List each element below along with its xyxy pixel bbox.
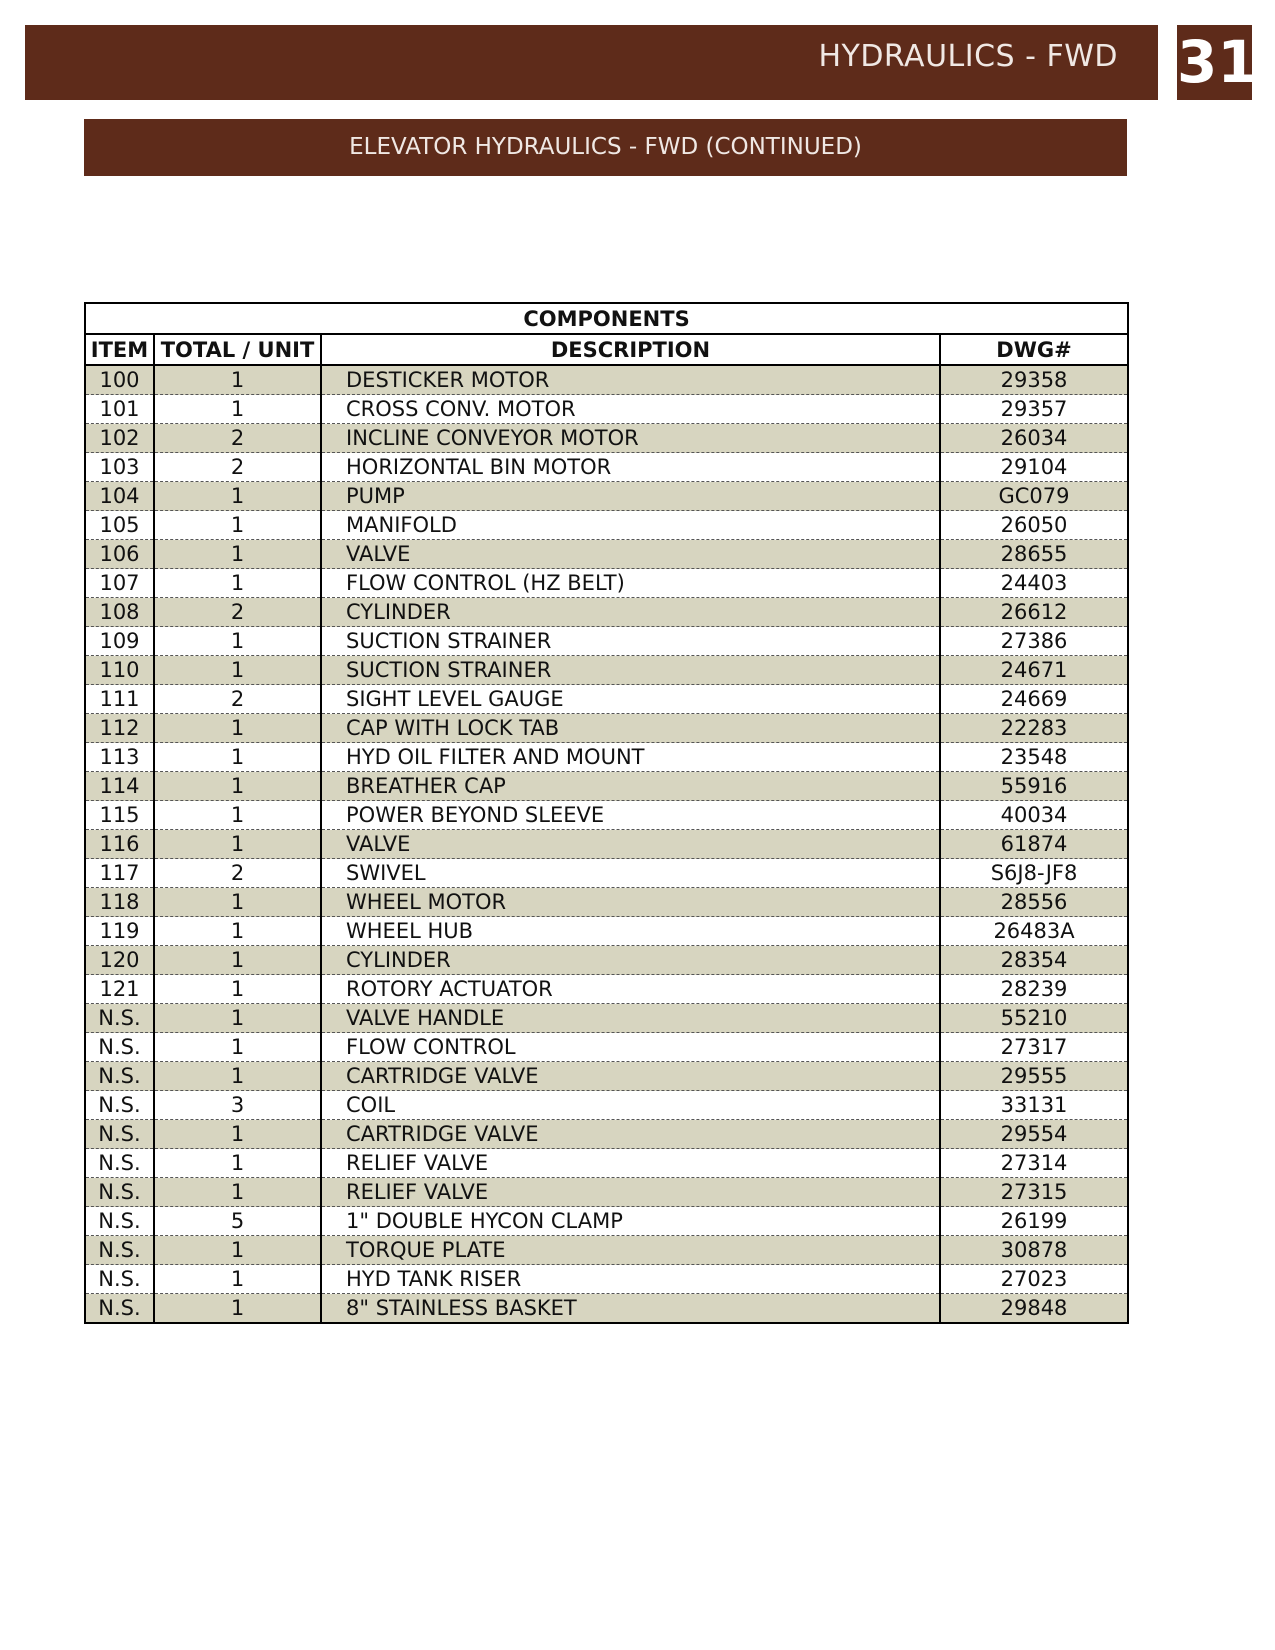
table-row (85, 482, 1128, 511)
cell-item: 110 (85, 656, 154, 685)
cell-description: CARTRIDGE VALVE (321, 1120, 940, 1149)
cell-description: HORIZONTAL BIN MOTOR (321, 453, 940, 482)
cell-total-unit: 2 (154, 453, 321, 482)
cell-dwg: 28354 (940, 946, 1128, 975)
cell-item: 102 (85, 424, 154, 453)
cell-item: N.S. (85, 1265, 154, 1294)
table-row (85, 1004, 1128, 1033)
cell-item: N.S. (85, 1120, 154, 1149)
cell-dwg: 27315 (940, 1178, 1128, 1207)
cell-dwg: S6J8-JF8 (940, 859, 1128, 888)
cell-total-unit: 2 (154, 685, 321, 714)
cell-description: CYLINDER (321, 946, 940, 975)
cell-dwg: 26034 (940, 424, 1128, 453)
cell-total-unit: 1 (154, 569, 321, 598)
cell-total-unit: 2 (154, 859, 321, 888)
section-title: ELEVATOR HYDRAULICS - FWD (CONTINUED) (349, 134, 862, 160)
table-caption: COMPONENTS (85, 303, 1128, 334)
cell-description: VALVE HANDLE (321, 1004, 940, 1033)
cell-description: SWIVEL (321, 859, 940, 888)
cell-item: N.S. (85, 1178, 154, 1207)
cell-dwg: 61874 (940, 830, 1128, 859)
cell-description: COIL (321, 1091, 940, 1120)
table-row (85, 365, 1128, 395)
cell-total-unit: 1 (154, 482, 321, 511)
cell-dwg: 29554 (940, 1120, 1128, 1149)
cell-total-unit: 1 (154, 627, 321, 656)
cell-item: N.S. (85, 1091, 154, 1120)
cell-description: ROTORY ACTUATOR (321, 975, 940, 1004)
cell-dwg: 24669 (940, 685, 1128, 714)
table-row (85, 569, 1128, 598)
table-row (85, 946, 1128, 975)
table-row (85, 1033, 1128, 1062)
cell-description: FLOW CONTROL (321, 1033, 940, 1062)
section-bar (84, 119, 1127, 176)
cell-dwg: 29358 (940, 365, 1128, 395)
column-header-description: DESCRIPTION (321, 334, 940, 365)
cell-total-unit: 1 (154, 1149, 321, 1178)
cell-total-unit: 2 (154, 424, 321, 453)
table-row (85, 859, 1128, 888)
cell-item: 108 (85, 598, 154, 627)
table-row (85, 395, 1128, 424)
cell-total-unit: 1 (154, 511, 321, 540)
cell-description: TORQUE PLATE (321, 1236, 940, 1265)
cell-item: N.S. (85, 1004, 154, 1033)
cell-description: DESTICKER MOTOR (321, 365, 940, 395)
cell-dwg: 26612 (940, 598, 1128, 627)
cell-dwg: 29555 (940, 1062, 1128, 1091)
table-row (85, 685, 1128, 714)
cell-description: SUCTION STRAINER (321, 627, 940, 656)
cell-dwg: 55210 (940, 1004, 1128, 1033)
cell-total-unit: 3 (154, 1091, 321, 1120)
cell-dwg: 26483A (940, 917, 1128, 946)
cell-dwg: 26050 (940, 511, 1128, 540)
cell-description: SIGHT LEVEL GAUGE (321, 685, 940, 714)
cell-total-unit: 1 (154, 1265, 321, 1294)
cell-total-unit: 1 (154, 540, 321, 569)
cell-total-unit: 1 (154, 888, 321, 917)
table-row (85, 772, 1128, 801)
cell-item: 116 (85, 830, 154, 859)
cell-description: SUCTION STRAINER (321, 656, 940, 685)
table-row (85, 1294, 1128, 1324)
cell-total-unit: 1 (154, 1004, 321, 1033)
cell-description: VALVE (321, 830, 940, 859)
cell-item: 117 (85, 859, 154, 888)
cell-item: 106 (85, 540, 154, 569)
cell-item: N.S. (85, 1033, 154, 1062)
cell-item: 105 (85, 511, 154, 540)
cell-description: HYD OIL FILTER AND MOUNT (321, 743, 940, 772)
cell-item: 100 (85, 365, 154, 395)
column-header-total-unit: TOTAL / UNIT (154, 334, 321, 365)
cell-dwg: GC079 (940, 482, 1128, 511)
cell-dwg: 26199 (940, 1207, 1128, 1236)
cell-item: N.S. (85, 1149, 154, 1178)
cell-item: N.S. (85, 1062, 154, 1091)
cell-description: INCLINE CONVEYOR MOTOR (321, 424, 940, 453)
cell-dwg: 40034 (940, 801, 1128, 830)
column-header-item: ITEM (85, 334, 154, 365)
table-row (85, 511, 1128, 540)
table-row (85, 656, 1128, 685)
cell-total-unit: 1 (154, 801, 321, 830)
table-row (85, 830, 1128, 859)
cell-item: 109 (85, 627, 154, 656)
cell-total-unit: 1 (154, 917, 321, 946)
cell-description: RELIEF VALVE (321, 1149, 940, 1178)
cell-total-unit: 1 (154, 1120, 321, 1149)
table-header-row (85, 334, 1128, 365)
cell-dwg: 27314 (940, 1149, 1128, 1178)
cell-total-unit: 1 (154, 946, 321, 975)
table-row (85, 975, 1128, 1004)
cell-dwg: 27317 (940, 1033, 1128, 1062)
cell-description: 1" DOUBLE HYCON CLAMP (321, 1207, 940, 1236)
cell-item: 115 (85, 801, 154, 830)
table-row (85, 1207, 1128, 1236)
cell-item: 104 (85, 482, 154, 511)
cell-description: CARTRIDGE VALVE (321, 1062, 940, 1091)
table-body (85, 365, 1128, 1323)
table-row (85, 1265, 1128, 1294)
cell-total-unit: 1 (154, 1178, 321, 1207)
cell-dwg: 28556 (940, 888, 1128, 917)
cell-dwg: 30878 (940, 1236, 1128, 1265)
cell-total-unit: 1 (154, 1236, 321, 1265)
cell-dwg: 22283 (940, 714, 1128, 743)
cell-item: 120 (85, 946, 154, 975)
cell-dwg: 29357 (940, 395, 1128, 424)
cell-total-unit: 1 (154, 395, 321, 424)
cell-item: 118 (85, 888, 154, 917)
cell-dwg: 29848 (940, 1294, 1128, 1324)
cell-total-unit: 2 (154, 598, 321, 627)
cell-total-unit: 1 (154, 975, 321, 1004)
cell-dwg: 27386 (940, 627, 1128, 656)
cell-total-unit: 1 (154, 714, 321, 743)
table-row (85, 453, 1128, 482)
column-header-dwg: DWG# (940, 334, 1128, 365)
cell-description: BREATHER CAP (321, 772, 940, 801)
table-row (85, 801, 1128, 830)
cell-item: 103 (85, 453, 154, 482)
cell-item: 119 (85, 917, 154, 946)
cell-total-unit: 1 (154, 772, 321, 801)
cell-item: 121 (85, 975, 154, 1004)
cell-description: WHEEL HUB (321, 917, 940, 946)
header-title: HYDRAULICS - FWD (818, 39, 1118, 74)
cell-dwg: 28655 (940, 540, 1128, 569)
cell-item: N.S. (85, 1207, 154, 1236)
cell-description: MANIFOLD (321, 511, 940, 540)
cell-total-unit: 1 (154, 656, 321, 685)
cell-dwg: 24671 (940, 656, 1128, 685)
table-row (85, 1149, 1128, 1178)
table-row (85, 888, 1128, 917)
table-row (85, 1091, 1128, 1120)
cell-dwg: 23548 (940, 743, 1128, 772)
table-row (85, 714, 1128, 743)
cell-description: PUMP (321, 482, 940, 511)
cell-item: 101 (85, 395, 154, 424)
cell-description: POWER BEYOND SLEEVE (321, 801, 940, 830)
cell-dwg: 27023 (940, 1265, 1128, 1294)
cell-total-unit: 1 (154, 365, 321, 395)
cell-total-unit: 1 (154, 1033, 321, 1062)
cell-total-unit: 1 (154, 743, 321, 772)
cell-description: WHEEL MOTOR (321, 888, 940, 917)
cell-total-unit: 1 (154, 830, 321, 859)
cell-description: CROSS CONV. MOTOR (321, 395, 940, 424)
cell-item: 111 (85, 685, 154, 714)
cell-description: FLOW CONTROL (HZ BELT) (321, 569, 940, 598)
cell-description: CYLINDER (321, 598, 940, 627)
table-row (85, 1120, 1128, 1149)
cell-description: RELIEF VALVE (321, 1178, 940, 1207)
table-row (85, 540, 1128, 569)
cell-item: 112 (85, 714, 154, 743)
table-row (85, 743, 1128, 772)
cell-total-unit: 5 (154, 1207, 321, 1236)
page-number: 31 (1177, 25, 1252, 100)
cell-item: 113 (85, 743, 154, 772)
cell-description: CAP WITH LOCK TAB (321, 714, 940, 743)
cell-total-unit: 1 (154, 1062, 321, 1091)
cell-dwg: 33131 (940, 1091, 1128, 1120)
cell-total-unit: 1 (154, 1294, 321, 1324)
table-row (85, 1236, 1128, 1265)
table-row (85, 424, 1128, 453)
cell-dwg: 24403 (940, 569, 1128, 598)
cell-description: 8" STAINLESS BASKET (321, 1294, 940, 1324)
table-row (85, 627, 1128, 656)
cell-description: VALVE (321, 540, 940, 569)
header-bar (25, 25, 1158, 100)
components-table (84, 302, 1129, 1324)
cell-dwg: 55916 (940, 772, 1128, 801)
table-row (85, 917, 1128, 946)
cell-item: 107 (85, 569, 154, 598)
cell-dwg: 29104 (940, 453, 1128, 482)
cell-item: 114 (85, 772, 154, 801)
cell-item: N.S. (85, 1294, 154, 1324)
table-row (85, 1178, 1128, 1207)
cell-dwg: 28239 (940, 975, 1128, 1004)
cell-item: N.S. (85, 1236, 154, 1265)
table-row (85, 1062, 1128, 1091)
table-row (85, 598, 1128, 627)
cell-description: HYD TANK RISER (321, 1265, 940, 1294)
